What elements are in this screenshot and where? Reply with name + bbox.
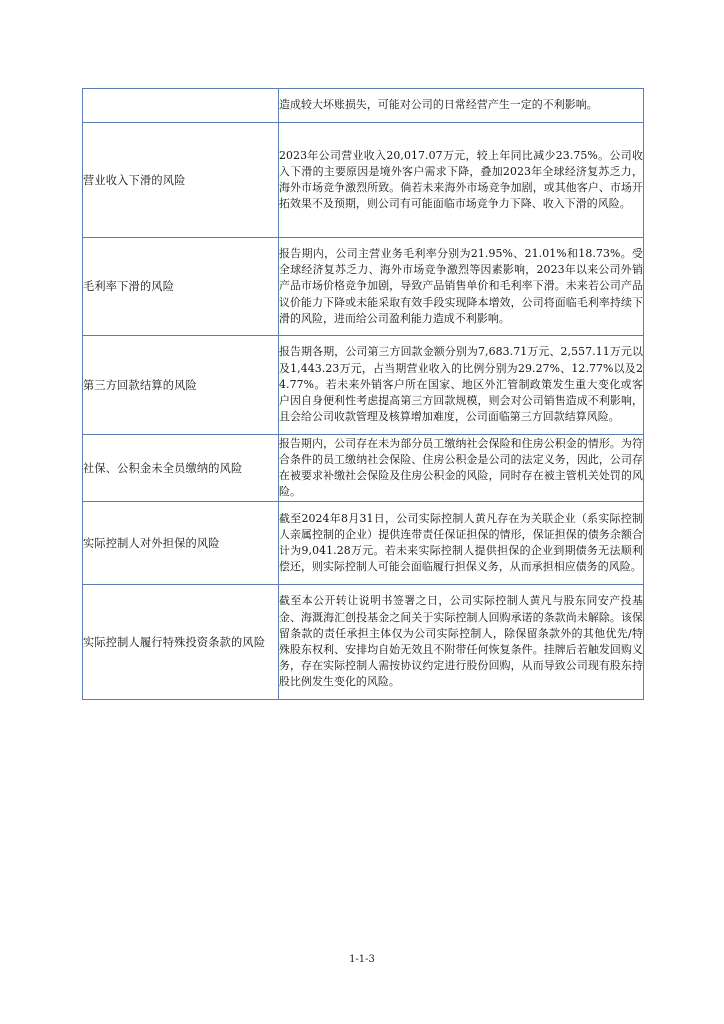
risk-name-cell: 实际控制人对外担保的风险 (83, 502, 279, 585)
risk-description-cell (279, 502, 644, 585)
risk-description-text: 报告期内，公司主营业务毛利率分别为21.95%、21.01%和18.73%。受全球经济复苏乏力、海外市场竞争激烈等因素影响，2023年以来公司外销产品市场价格竞争加剧，导致产品销售单价和毛利率下滑。未来若公司产品议价能力下降或未能采取有效手段实现降本增效，公司将面临毛利率持续下滑的风险，进而给公司盈利能力造成不利影响。 (279, 246, 643, 325)
risk-description-cell (279, 238, 644, 336)
risk-description-text: 报告期各期，公司第三方回款金额分别为7,683.71万元、2,557.11万元以及1,443.23万元，占当期营业收入的比例分别为29.27%、12.77%以及24.77%。若未来外销客户所在国家、地区外汇管制政策发生重大变化或客户因自身便利性考虑提高第三方回款规模，则会对公司销售造成不利影响，且会给公司收款管理及核算增加难度，公司面临第三方回款结算风险。 (279, 345, 643, 424)
risk-description-cell (279, 435, 644, 502)
risk-description-text: 截至本公开转让说明书签署之日，公司实际控制人黄凡与股东同安产投基金、海溉海汇创投基金之间关于实际控制人回购承诺的条款尚未解除。该保留条款的责任承担主体仅为公司实际控制人，除保留条款外的其他优先/特殊股东权利、安排均自始无效且不附带任何恢复条件。挂牌后若触发回购义务，存在实际控制人需按协议约定进行股份回购，从而导致公司现有股东持股比例发生变化的风险。 (279, 594, 643, 689)
table-row (83, 502, 644, 585)
risk-name-cell: 社保、公积金未全员缴纳的风险 (83, 435, 279, 502)
risk-name-cell: 营业收入下滑的风险 (83, 123, 279, 238)
table-row (83, 435, 644, 502)
table-row (83, 336, 644, 435)
table-row (83, 585, 644, 700)
risk-name-cell: 实际控制人履行特殊投资条款的风险 (83, 585, 279, 700)
risk-description-cell (279, 123, 644, 238)
table-row (83, 238, 644, 336)
risk-description-cell (279, 336, 644, 435)
risk-factors-table (82, 88, 644, 700)
risk-description-text: 造成较大坏账损失，可能对公司的日常经营产生一定的不利影响。 (279, 98, 598, 112)
risk-description-cell (279, 585, 644, 700)
risk-name-cell: 毛利率下滑的风险 (83, 238, 279, 336)
page-number: 1-1-3 (349, 954, 375, 965)
table-row (83, 89, 644, 123)
risk-description-cell (279, 89, 644, 123)
risk-name-cell (83, 89, 279, 123)
risk-description-text: 截至2024年8月31日，公司实际控制人黄凡存在为关联企业（系实际控制人亲属控制的企业）提供连带责任保证担保的情形，保证担保的债务余额合计为9,041.28万元。若未来实际控制人提供担保的企业到期债务无法顺利偿还，则实际控制人可能会面临履行担保义务，从而承担相应债务的风险。 (279, 511, 643, 574)
table-row (83, 123, 644, 238)
risk-description-text: 报告期内，公司存在未为部分员工缴纳社会保险和住房公积金的情形。为符合条件的员工缴纳社会保险、住房公积金是公司的法定义务，因此，公司存在被要求补缴社会保险及住房公积金的风险，同时存在被主管机关处罚的风险。 (279, 436, 643, 499)
risk-description-text: 2023年公司营业收入20,017.07万元，较上年同比减少23.75%。公司收入下滑的主要原因是境外客户需求下降，叠加2023年全球经济复苏乏力，海外市场竞争激烈所致。倘若未来海外市场竞争加剧，或其他客户、市场开拓效果不及预期，则公司有可能面临市场竞争力下降、收入下滑的风险。 (279, 148, 643, 211)
risk-name-cell: 第三方回款结算的风险 (83, 336, 279, 435)
